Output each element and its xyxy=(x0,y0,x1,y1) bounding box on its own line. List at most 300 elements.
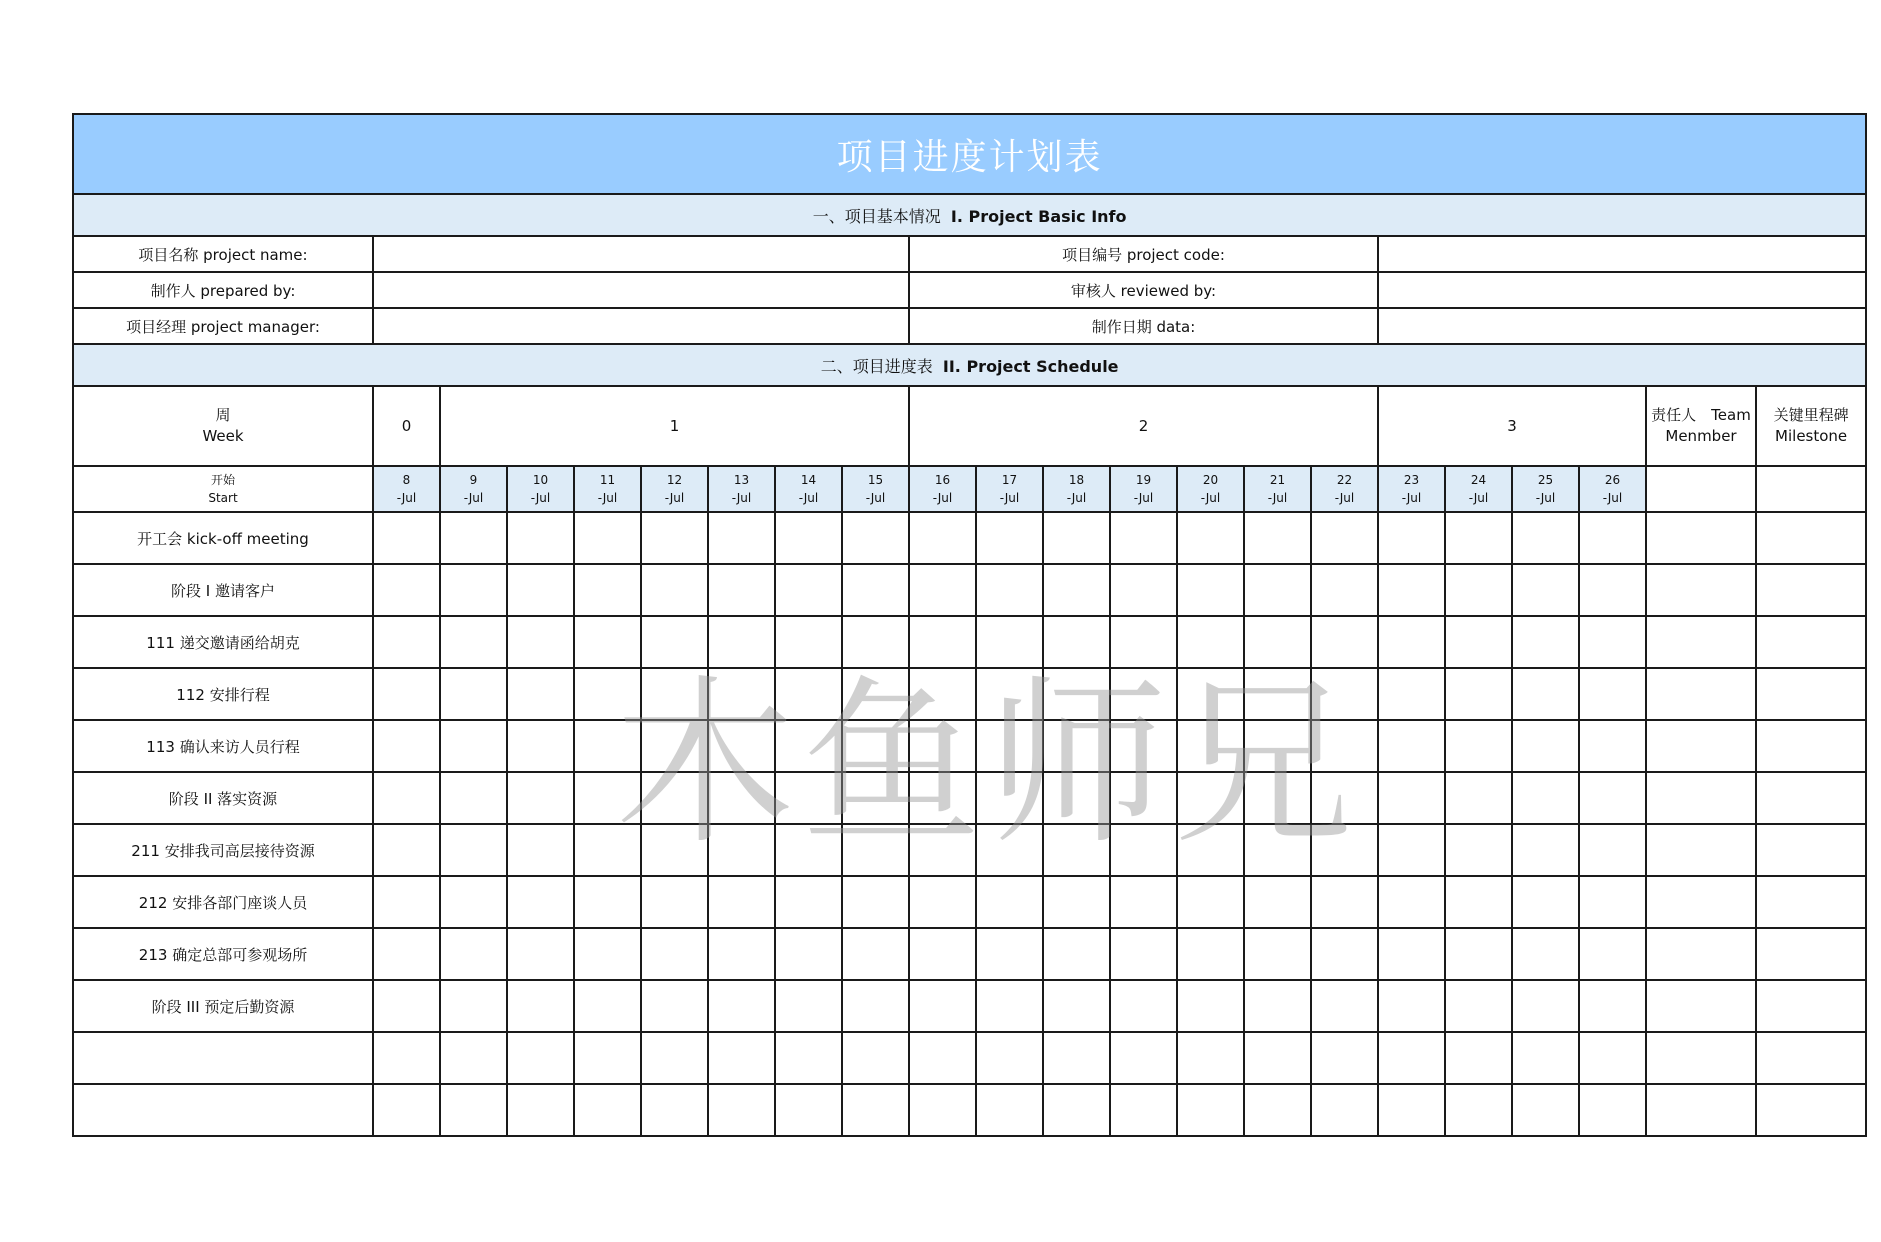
schedule-cell[interactable] xyxy=(1043,1032,1110,1084)
date-field[interactable] xyxy=(1378,308,1866,344)
schedule-cell[interactable] xyxy=(842,720,909,772)
schedule-cell[interactable] xyxy=(373,668,440,720)
schedule-cell[interactable] xyxy=(1244,1032,1311,1084)
milestone-cell[interactable] xyxy=(1756,616,1866,668)
schedule-cell[interactable] xyxy=(1177,824,1244,876)
date-month: -Jul xyxy=(1468,491,1489,505)
schedule-cell[interactable] xyxy=(641,616,708,668)
section-basic-info-en: I. Project Basic Info xyxy=(950,206,1127,226)
schedule-cell[interactable] xyxy=(507,1084,574,1136)
team-member-cell[interactable] xyxy=(1646,512,1756,564)
schedule-cell[interactable] xyxy=(641,980,708,1032)
schedule-cell[interactable] xyxy=(507,772,574,824)
schedule-cell[interactable] xyxy=(641,564,708,616)
schedule-cell[interactable] xyxy=(1244,772,1311,824)
schedule-cell[interactable] xyxy=(1311,720,1378,772)
schedule-cell[interactable] xyxy=(708,928,775,980)
schedule-cell[interactable] xyxy=(574,512,641,564)
schedule-cell[interactable] xyxy=(641,1084,708,1136)
schedule-cell[interactable] xyxy=(1579,824,1646,876)
schedule-cell[interactable] xyxy=(373,824,440,876)
milestone-cell[interactable] xyxy=(1756,720,1866,772)
reviewed-by-field[interactable] xyxy=(1378,272,1866,308)
schedule-cell[interactable] xyxy=(1177,668,1244,720)
schedule-cell[interactable] xyxy=(909,720,976,772)
schedule-cell[interactable] xyxy=(1445,668,1512,720)
schedule-cell[interactable] xyxy=(1043,824,1110,876)
task-label[interactable]: 111 递交邀请函给胡克 xyxy=(73,616,373,668)
schedule-cell[interactable] xyxy=(574,824,641,876)
date-cell xyxy=(1445,466,1512,512)
schedule-cell[interactable] xyxy=(440,564,507,616)
schedule-cell[interactable] xyxy=(1311,564,1378,616)
schedule-cell[interactable] xyxy=(842,772,909,824)
schedule-cell[interactable] xyxy=(1110,980,1177,1032)
date-cell xyxy=(373,466,440,512)
schedule-cell[interactable] xyxy=(1378,720,1445,772)
schedule-cell[interactable] xyxy=(1177,876,1244,928)
schedule-cell[interactable] xyxy=(775,1084,842,1136)
schedule-cell[interactable] xyxy=(440,668,507,720)
schedule-cell[interactable] xyxy=(440,772,507,824)
schedule-cell[interactable] xyxy=(976,564,1043,616)
schedule-cell[interactable] xyxy=(909,564,976,616)
schedule-cell[interactable] xyxy=(440,616,507,668)
schedule-cell[interactable] xyxy=(842,824,909,876)
task-label[interactable]: 阶段 III 预定后勤资源 xyxy=(73,980,373,1032)
schedule-cell[interactable] xyxy=(1043,512,1110,564)
schedule-cell[interactable] xyxy=(909,616,976,668)
schedule-cell[interactable] xyxy=(1311,876,1378,928)
schedule-cell[interactable] xyxy=(1512,616,1579,668)
schedule-cell[interactable] xyxy=(440,1032,507,1084)
team-member-cell[interactable] xyxy=(1646,564,1756,616)
schedule-cell[interactable] xyxy=(641,824,708,876)
schedule-cell[interactable] xyxy=(440,928,507,980)
milestone-cell[interactable] xyxy=(1756,1032,1866,1084)
team-member-cell[interactable] xyxy=(1646,720,1756,772)
schedule-cell[interactable] xyxy=(976,928,1043,980)
schedule-cell[interactable] xyxy=(1110,616,1177,668)
task-label[interactable]: 阶段 II 落实资源 xyxy=(73,772,373,824)
schedule-cell[interactable] xyxy=(507,512,574,564)
schedule-cell[interactable] xyxy=(708,1084,775,1136)
schedule-cell[interactable] xyxy=(1445,772,1512,824)
schedule-cell[interactable] xyxy=(440,876,507,928)
schedule-cell[interactable] xyxy=(1579,1084,1646,1136)
schedule-cell[interactable] xyxy=(641,928,708,980)
schedule-cell[interactable] xyxy=(1378,668,1445,720)
section-schedule-cn: 二、项目进度表 xyxy=(820,356,933,376)
schedule-cell[interactable] xyxy=(574,1084,641,1136)
schedule-cell[interactable] xyxy=(775,980,842,1032)
team-member-cell[interactable] xyxy=(1646,876,1756,928)
schedule-cell[interactable] xyxy=(976,1032,1043,1084)
schedule-cell[interactable] xyxy=(1512,824,1579,876)
schedule-cell[interactable] xyxy=(574,980,641,1032)
schedule-cell[interactable] xyxy=(1512,928,1579,980)
team-member-cell[interactable] xyxy=(1646,980,1756,1032)
schedule-cell[interactable] xyxy=(1311,616,1378,668)
schedule-cell[interactable] xyxy=(373,1084,440,1136)
schedule-cell[interactable] xyxy=(1177,980,1244,1032)
team-member-cell[interactable] xyxy=(1646,668,1756,720)
schedule-cell[interactable] xyxy=(1378,928,1445,980)
schedule-cell[interactable] xyxy=(775,720,842,772)
date-month: -Jul xyxy=(1334,491,1355,505)
schedule-cell[interactable] xyxy=(842,1084,909,1136)
schedule-cell[interactable] xyxy=(775,772,842,824)
schedule-cell[interactable] xyxy=(1378,1032,1445,1084)
schedule-cell[interactable] xyxy=(1445,824,1512,876)
schedule-cell[interactable] xyxy=(1512,876,1579,928)
schedule-cell[interactable] xyxy=(373,564,440,616)
team-member-header: 责任人 Team Menmber xyxy=(1646,386,1756,466)
schedule-cell[interactable] xyxy=(1043,876,1110,928)
schedule-cell[interactable] xyxy=(641,772,708,824)
schedule-cell[interactable] xyxy=(507,928,574,980)
schedule-cell[interactable] xyxy=(775,512,842,564)
schedule-cell[interactable] xyxy=(1110,876,1177,928)
schedule-cell[interactable] xyxy=(440,1084,507,1136)
schedule-cell[interactable] xyxy=(373,772,440,824)
schedule-cell[interactable] xyxy=(507,564,574,616)
schedule-cell[interactable] xyxy=(708,564,775,616)
schedule-cell[interactable] xyxy=(1311,824,1378,876)
schedule-cell[interactable] xyxy=(976,824,1043,876)
schedule-cell[interactable] xyxy=(909,928,976,980)
schedule-cell[interactable] xyxy=(1445,616,1512,668)
team-member-cell[interactable] xyxy=(1646,772,1756,824)
schedule-cell[interactable] xyxy=(574,616,641,668)
task-label[interactable] xyxy=(73,1032,373,1084)
schedule-cell[interactable] xyxy=(1043,720,1110,772)
schedule-cell[interactable] xyxy=(641,720,708,772)
schedule-cell[interactable] xyxy=(909,980,976,1032)
date-month: -Jul xyxy=(664,491,685,505)
schedule-cell[interactable] xyxy=(1043,928,1110,980)
schedule-cell[interactable] xyxy=(574,876,641,928)
schedule-cell[interactable] xyxy=(842,876,909,928)
schedule-cell[interactable] xyxy=(1445,1084,1512,1136)
schedule-cell[interactable] xyxy=(1311,980,1378,1032)
schedule-cell[interactable] xyxy=(1110,772,1177,824)
date-month: -Jul xyxy=(1066,491,1087,505)
schedule-cell[interactable] xyxy=(1378,512,1445,564)
schedule-cell[interactable] xyxy=(641,668,708,720)
schedule-cell[interactable] xyxy=(1110,1084,1177,1136)
schedule-cell[interactable] xyxy=(1378,824,1445,876)
schedule-cell[interactable] xyxy=(1512,668,1579,720)
schedule-cell[interactable] xyxy=(1110,720,1177,772)
date-day: 11 xyxy=(599,473,616,487)
team-member-cell[interactable] xyxy=(1646,1084,1756,1136)
watermark: 木鱼师兄 xyxy=(615,660,1360,869)
schedule-cell[interactable] xyxy=(1512,772,1579,824)
schedule-cell[interactable] xyxy=(1579,564,1646,616)
schedule-cell[interactable] xyxy=(1177,1032,1244,1084)
schedule-cell[interactable] xyxy=(1311,512,1378,564)
schedule-cell[interactable] xyxy=(909,824,976,876)
schedule-cell[interactable] xyxy=(1043,616,1110,668)
schedule-cell[interactable] xyxy=(775,824,842,876)
milestone-cell[interactable] xyxy=(1756,772,1866,824)
schedule-cell[interactable] xyxy=(1378,876,1445,928)
schedule-cell[interactable] xyxy=(909,1084,976,1136)
project-code-field[interactable] xyxy=(1378,236,1866,272)
schedule-cell[interactable] xyxy=(641,1032,708,1084)
schedule-cell[interactable] xyxy=(1110,512,1177,564)
milestone-cell[interactable] xyxy=(1756,668,1866,720)
schedule-cell[interactable] xyxy=(842,616,909,668)
schedule-cell[interactable] xyxy=(574,772,641,824)
schedule-cell[interactable] xyxy=(1445,512,1512,564)
task-row xyxy=(73,616,1866,668)
schedule-cell[interactable] xyxy=(976,1084,1043,1136)
schedule-cell[interactable] xyxy=(1512,980,1579,1032)
schedule-cell[interactable] xyxy=(1244,1084,1311,1136)
date-cell xyxy=(909,466,976,512)
start-label-en: Start xyxy=(208,491,238,505)
schedule-cell[interactable] xyxy=(775,876,842,928)
schedule-cell[interactable] xyxy=(1244,564,1311,616)
week-header xyxy=(73,386,373,466)
schedule-cell[interactable] xyxy=(708,1032,775,1084)
schedule-cell[interactable] xyxy=(1445,928,1512,980)
schedule-cell[interactable] xyxy=(1043,668,1110,720)
date-cell xyxy=(440,466,507,512)
schedule-cell[interactable] xyxy=(1378,772,1445,824)
task-row xyxy=(73,824,1866,876)
schedule-cell[interactable] xyxy=(842,512,909,564)
schedule-cell[interactable] xyxy=(507,668,574,720)
schedule-cell[interactable] xyxy=(842,564,909,616)
schedule-cell[interactable] xyxy=(1311,1032,1378,1084)
schedule-cell[interactable] xyxy=(1177,928,1244,980)
date-day: 20 xyxy=(1202,473,1219,487)
team-member-cell[interactable] xyxy=(1646,616,1756,668)
schedule-cell[interactable] xyxy=(1579,616,1646,668)
schedule-cell[interactable] xyxy=(1378,980,1445,1032)
schedule-cell[interactable] xyxy=(1110,1032,1177,1084)
schedule-cell[interactable] xyxy=(1110,824,1177,876)
schedule-cell[interactable] xyxy=(1043,980,1110,1032)
schedule-cell[interactable] xyxy=(775,616,842,668)
schedule-cell[interactable] xyxy=(1311,928,1378,980)
schedule-cell[interactable] xyxy=(507,720,574,772)
schedule-cell[interactable] xyxy=(976,772,1043,824)
schedule-cell[interactable] xyxy=(373,980,440,1032)
task-label[interactable]: 阶段 I 邀请客户 xyxy=(73,564,373,616)
schedule-cell[interactable] xyxy=(1177,720,1244,772)
schedule-cell[interactable] xyxy=(1579,980,1646,1032)
schedule-cell[interactable] xyxy=(1445,876,1512,928)
schedule-cell[interactable] xyxy=(373,876,440,928)
schedule-cell[interactable] xyxy=(440,720,507,772)
schedule-cell[interactable] xyxy=(1512,1084,1579,1136)
schedule-cell[interactable] xyxy=(708,876,775,928)
schedule-cell[interactable] xyxy=(1579,668,1646,720)
schedule-cell[interactable] xyxy=(775,564,842,616)
schedule-cell[interactable] xyxy=(440,512,507,564)
schedule-cell[interactable] xyxy=(1110,564,1177,616)
task-label[interactable]: 212 安排各部门座谈人员 xyxy=(73,876,373,928)
date-day: 9 xyxy=(469,473,478,487)
schedule-cell[interactable] xyxy=(708,980,775,1032)
task-label[interactable] xyxy=(73,1084,373,1136)
schedule-cell[interactable] xyxy=(373,1032,440,1084)
schedule-cell[interactable] xyxy=(976,980,1043,1032)
schedule-cell[interactable] xyxy=(1110,928,1177,980)
project-name-field[interactable] xyxy=(373,236,909,272)
schedule-cell[interactable] xyxy=(909,1032,976,1084)
schedule-cell[interactable] xyxy=(909,876,976,928)
schedule-cell[interactable] xyxy=(1244,980,1311,1032)
schedule-cell[interactable] xyxy=(1579,720,1646,772)
schedule-cell[interactable] xyxy=(1244,928,1311,980)
schedule-cell[interactable] xyxy=(507,1032,574,1084)
schedule-cell[interactable] xyxy=(976,720,1043,772)
task-label[interactable]: 开工会 kick-off meeting xyxy=(73,512,373,564)
schedule-cell[interactable] xyxy=(1043,772,1110,824)
schedule-cell[interactable] xyxy=(507,980,574,1032)
schedule-cell[interactable] xyxy=(1110,668,1177,720)
task-label[interactable]: 112 安排行程 xyxy=(73,668,373,720)
prepared-by-field[interactable] xyxy=(373,272,909,308)
schedule-cell[interactable] xyxy=(1579,1032,1646,1084)
milestone-cell[interactable] xyxy=(1756,564,1866,616)
schedule-cell[interactable] xyxy=(507,824,574,876)
schedule-cell[interactable] xyxy=(1177,772,1244,824)
schedule-cell[interactable] xyxy=(1177,1084,1244,1136)
schedule-cell[interactable] xyxy=(1512,720,1579,772)
schedule-cell[interactable] xyxy=(1311,668,1378,720)
schedule-cell[interactable] xyxy=(708,772,775,824)
team-member-cell[interactable] xyxy=(1646,824,1756,876)
team-member-cell[interactable] xyxy=(1646,1032,1756,1084)
milestone-cell[interactable] xyxy=(1756,876,1866,928)
schedule-cell[interactable] xyxy=(976,512,1043,564)
schedule-cell[interactable] xyxy=(1445,720,1512,772)
milestone-cell[interactable] xyxy=(1756,980,1866,1032)
team-member-cell[interactable] xyxy=(1646,466,1756,512)
schedule-cell[interactable] xyxy=(909,772,976,824)
schedule-cell[interactable] xyxy=(1445,1032,1512,1084)
schedule-cell[interactable] xyxy=(909,512,976,564)
schedule-cell[interactable] xyxy=(708,512,775,564)
schedule-cell[interactable] xyxy=(708,824,775,876)
schedule-cell[interactable] xyxy=(440,980,507,1032)
schedule-cell[interactable] xyxy=(1043,1084,1110,1136)
schedule-cell[interactable] xyxy=(1311,772,1378,824)
schedule-cell[interactable] xyxy=(641,876,708,928)
schedule-cell[interactable] xyxy=(574,668,641,720)
milestone-cell[interactable] xyxy=(1756,928,1866,980)
page-title: 项目进度计划表 xyxy=(73,114,1866,194)
schedule-cell[interactable] xyxy=(909,668,976,720)
date-cell xyxy=(1512,466,1579,512)
task-label[interactable]: 213 确定总部可参观场所 xyxy=(73,928,373,980)
schedule-cell[interactable] xyxy=(1512,1032,1579,1084)
schedule-cell[interactable] xyxy=(1244,720,1311,772)
milestone-cell[interactable] xyxy=(1756,466,1866,512)
schedule-cell[interactable] xyxy=(842,668,909,720)
date-month: -Jul xyxy=(1267,491,1288,505)
schedule-cell[interactable] xyxy=(775,668,842,720)
schedule-cell[interactable] xyxy=(373,616,440,668)
week-3: 3 xyxy=(1378,386,1646,466)
team-member-cell[interactable] xyxy=(1646,928,1756,980)
milestone-cell[interactable] xyxy=(1756,824,1866,876)
schedule-cell[interactable] xyxy=(1244,512,1311,564)
project-manager-field[interactable] xyxy=(373,308,909,344)
schedule-cell[interactable] xyxy=(1579,928,1646,980)
schedule-cell[interactable] xyxy=(641,512,708,564)
schedule-cell[interactable] xyxy=(440,824,507,876)
schedule-cell[interactable] xyxy=(708,668,775,720)
date-day: 22 xyxy=(1336,473,1353,487)
schedule-cell[interactable] xyxy=(1244,824,1311,876)
schedule-cell[interactable] xyxy=(1378,564,1445,616)
schedule-cell[interactable] xyxy=(373,512,440,564)
date-month: -Jul xyxy=(1535,491,1556,505)
schedule-cell[interactable] xyxy=(775,1032,842,1084)
schedule-cell[interactable] xyxy=(1579,772,1646,824)
schedule-cell[interactable] xyxy=(1311,1084,1378,1136)
date-month: -Jul xyxy=(1602,491,1623,505)
milestone-cell[interactable] xyxy=(1756,1084,1866,1136)
schedule-cell[interactable] xyxy=(507,876,574,928)
schedule-cell[interactable] xyxy=(1378,616,1445,668)
schedule-cell[interactable] xyxy=(1244,668,1311,720)
schedule-cell[interactable] xyxy=(574,928,641,980)
schedule-cell[interactable] xyxy=(976,668,1043,720)
schedule-cell[interactable] xyxy=(1244,876,1311,928)
schedule-cell[interactable] xyxy=(976,616,1043,668)
schedule-cell[interactable] xyxy=(373,720,440,772)
schedule-cell[interactable] xyxy=(1177,564,1244,616)
schedule-cell[interactable] xyxy=(842,1032,909,1084)
schedule-cell[interactable] xyxy=(574,1032,641,1084)
schedule-cell[interactable] xyxy=(1512,564,1579,616)
schedule-cell[interactable] xyxy=(1244,616,1311,668)
schedule-cell[interactable] xyxy=(708,720,775,772)
date-cell xyxy=(1311,466,1378,512)
schedule-cell[interactable] xyxy=(1378,1084,1445,1136)
schedule-cell[interactable] xyxy=(1445,564,1512,616)
schedule-cell[interactable] xyxy=(1512,512,1579,564)
schedule-cell[interactable] xyxy=(842,980,909,1032)
schedule-cell[interactable] xyxy=(507,616,574,668)
schedule-cell[interactable] xyxy=(373,928,440,980)
schedule-cell[interactable] xyxy=(1177,616,1244,668)
schedule-cell[interactable] xyxy=(1579,512,1646,564)
schedule-cell[interactable] xyxy=(976,876,1043,928)
schedule-cell[interactable] xyxy=(775,928,842,980)
schedule-cell[interactable] xyxy=(1177,512,1244,564)
schedule-cell[interactable] xyxy=(1043,564,1110,616)
milestone-cell[interactable] xyxy=(1756,512,1866,564)
prepared-by-label: 制作人 prepared by: xyxy=(73,272,373,308)
schedule-cell[interactable] xyxy=(1579,876,1646,928)
task-label[interactable]: 211 安排我司高层接待资源 xyxy=(73,824,373,876)
schedule-cell[interactable] xyxy=(574,564,641,616)
schedule-cell[interactable] xyxy=(574,720,641,772)
schedule-cell[interactable] xyxy=(842,928,909,980)
schedule-cell[interactable] xyxy=(1445,980,1512,1032)
schedule-cell[interactable] xyxy=(708,616,775,668)
task-label[interactable]: 113 确认来访人员行程 xyxy=(73,720,373,772)
